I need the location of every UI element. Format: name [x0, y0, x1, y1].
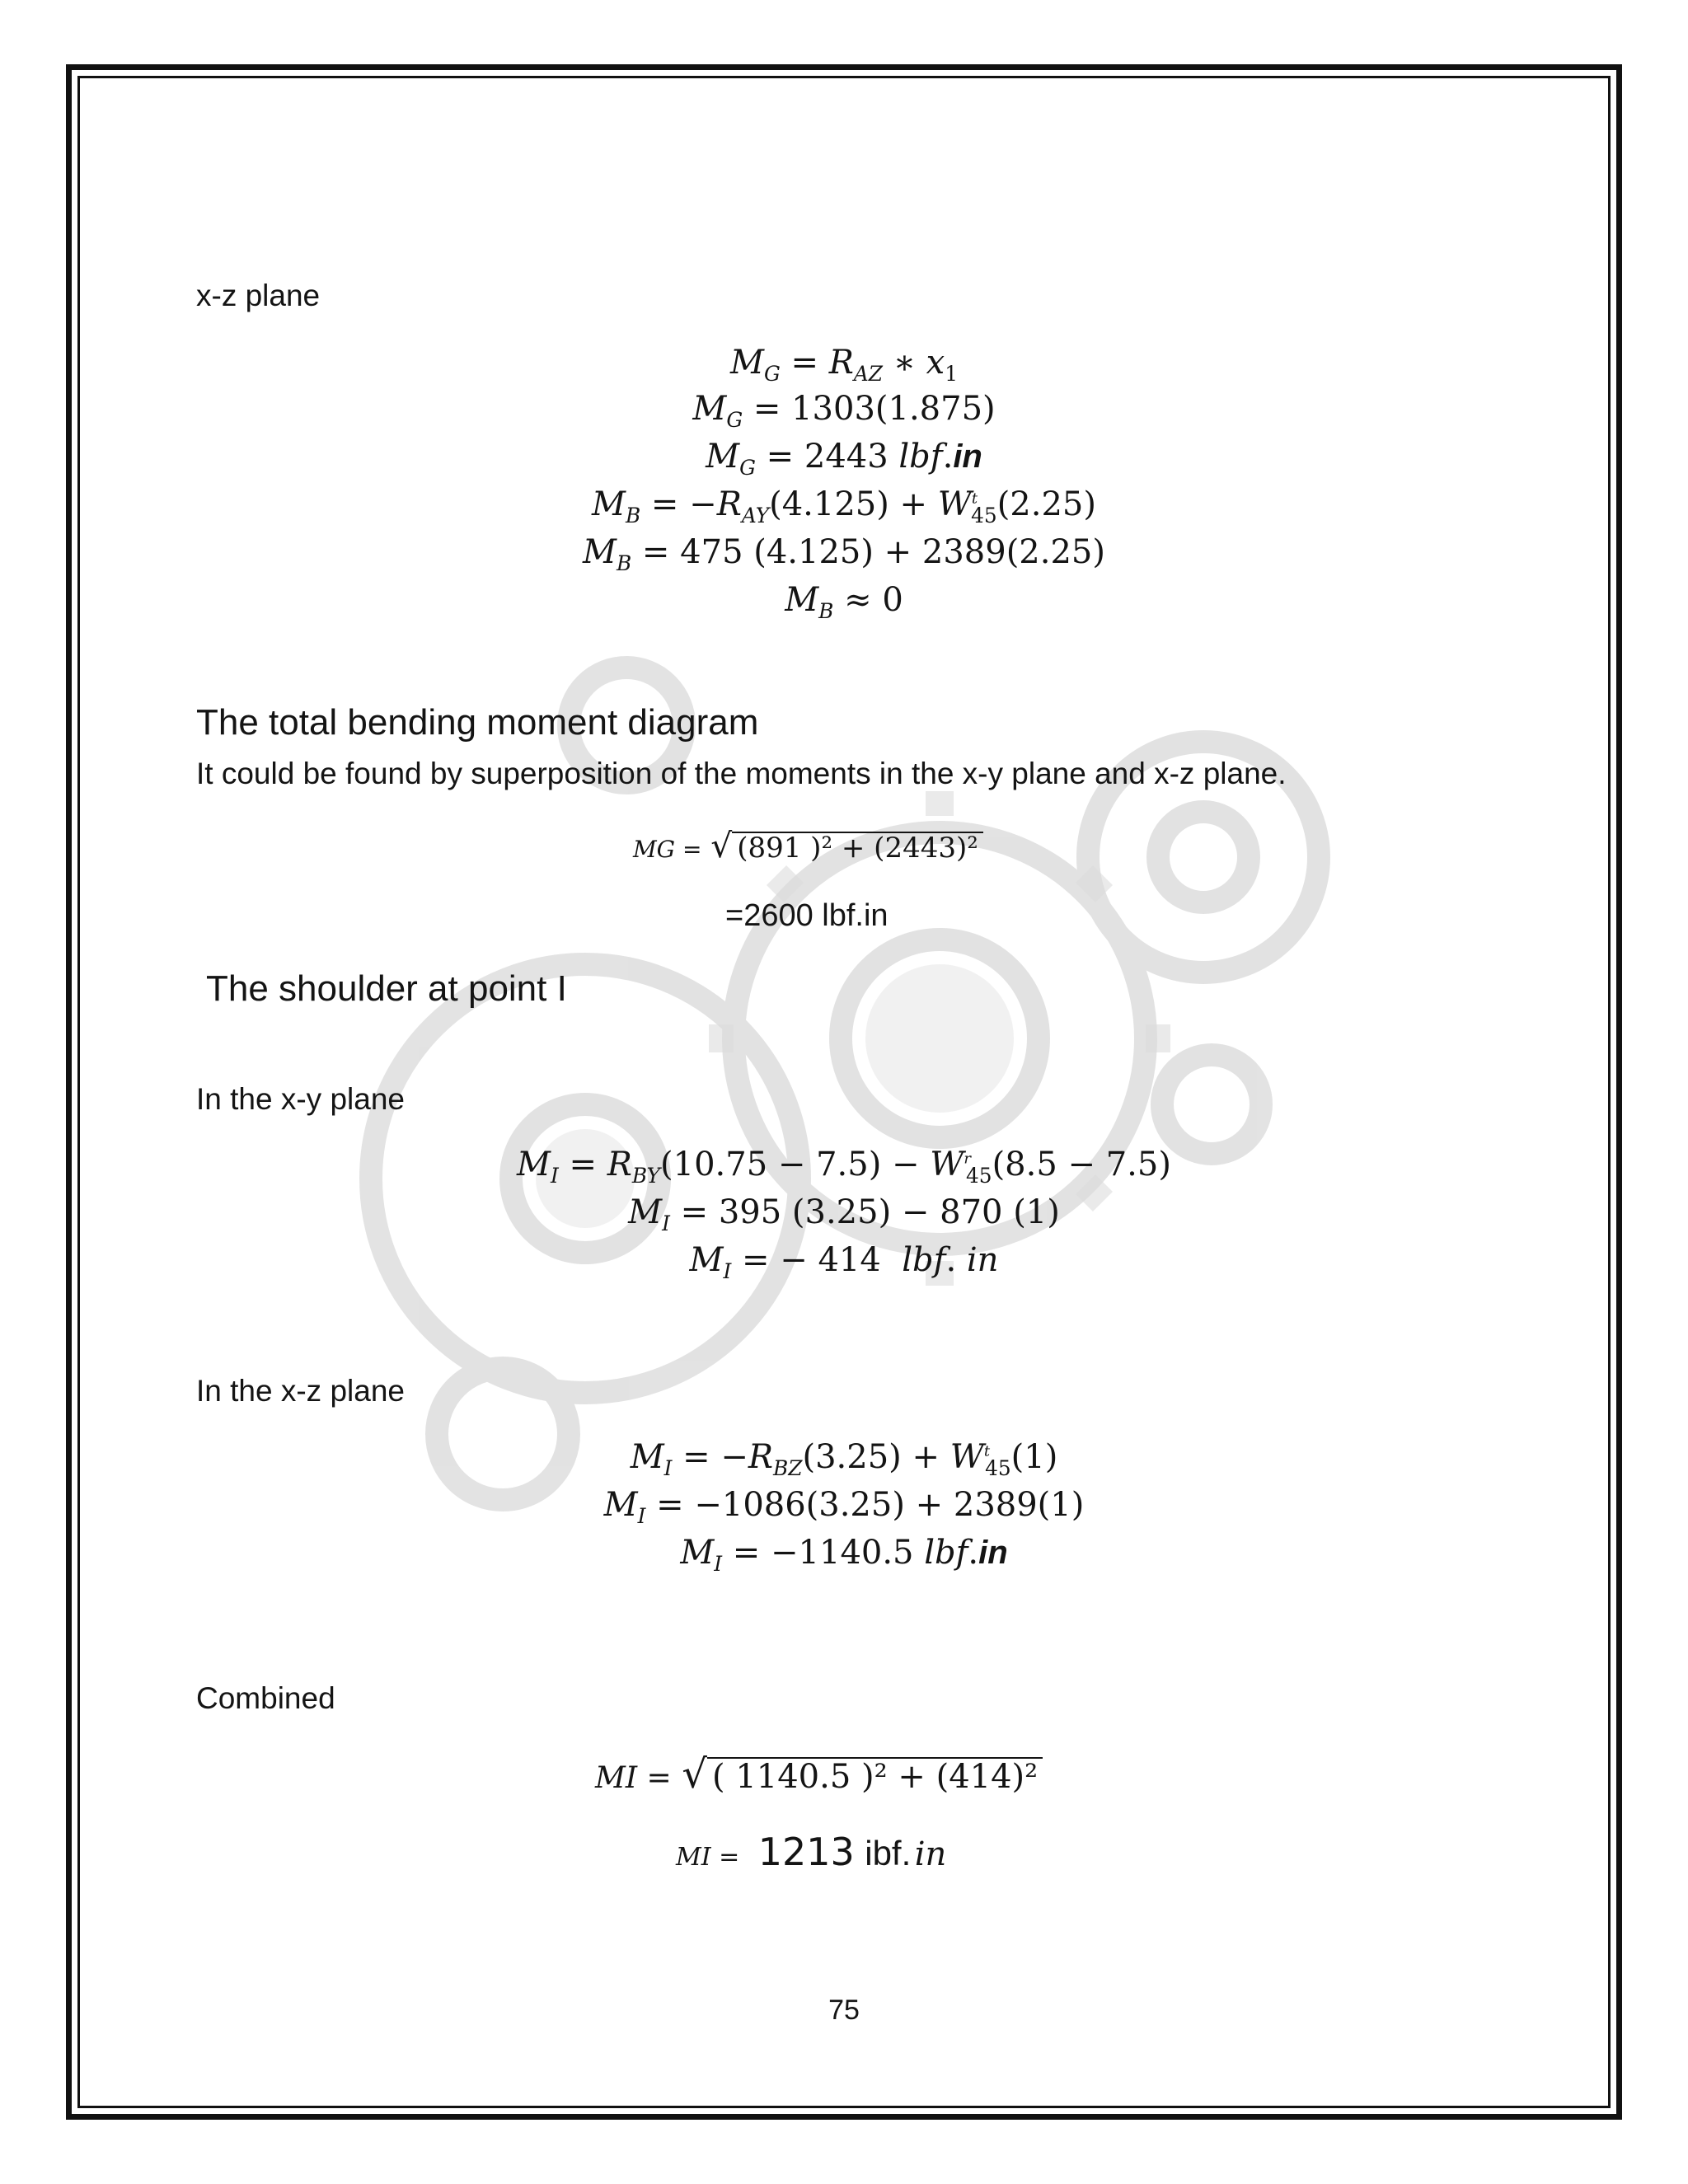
equation-mi-xz-result: $M_I = -1140.5$ lbf.in: [680, 1534, 1008, 1576]
mi-total-result: [676, 1830, 946, 1874]
equation-mi-total: [595, 1751, 1043, 1797]
xy-plane-label: In the x-y plane: [196, 1082, 405, 1116]
equation-mb-definition: $M_B = -R_{AY}(4.125) + W^t_{45}(2.25)$: [592, 485, 1096, 527]
mi-total-radicand: ( 1140.5 )² + (414)²: [707, 1757, 1043, 1795]
equation-mi-xz-definition: $M_I = -R_{BZ}(3.25) + W^t_{45}(1)$: [630, 1438, 1058, 1480]
equation-mi-xy-result: $M_I$ = − 414 lbf. in: [689, 1241, 999, 1283]
equation-mi-xy-substitution: $M_I = 395$ (3.25) − 870 (1): [628, 1193, 1060, 1235]
shoulder-heading: The shoulder at point I: [206, 968, 567, 1009]
equation-mg-total: [633, 826, 983, 865]
combined-label: Combined: [196, 1681, 335, 1715]
mg-total-radicand: (891 )² + (2443)²: [732, 832, 983, 864]
mg-total-result: =2600 lbf.in: [725, 898, 889, 933]
equation-mg-definition: $M_G = R_{AZ}$ ∗ $x_1$: [730, 344, 958, 386]
mi-result-unit2: in: [914, 1835, 947, 1873]
mi-result-value: 1213: [757, 1830, 855, 1874]
total-bending-heading: The total bending moment diagram: [196, 702, 759, 743]
equation-mi-xz-substitution: $M_I = -1086(3.25) + 2389(1)$: [603, 1486, 1085, 1528]
mi-result-unit: ibf.: [865, 1834, 912, 1872]
equation-mg-substitution: $M_G = 1303(1.875)$: [692, 390, 996, 432]
equation-mb-result: $M_B \approx 0$: [785, 581, 903, 623]
sqrt-icon: √: [710, 826, 733, 865]
page-number: 75: [828, 1994, 860, 2026]
total-bending-description: It could be found by superposition of the moments in the x-y plane and x-z plane.: [196, 757, 1287, 790]
mi-result-lhs: MI =: [676, 1843, 740, 1872]
sqrt-icon-2: √: [682, 1751, 708, 1797]
equation-mg-result: $M_G = 2443$ lbf.in: [706, 438, 982, 480]
equation-mi-xy-definition: $M_I = R_{BY}(10.75 - 7.5) - W^r_{45}(8.5 - 7.5)$: [517, 1146, 1171, 1188]
mg-total-lhs: MG =: [633, 836, 702, 863]
xz-plane-label-2: In the x-z plane: [196, 1374, 405, 1408]
equation-mb-substitution: $M_B = 475$ (4.125) + 2389(2.25): [583, 533, 1105, 575]
xz-plane-label: x-z plane: [196, 279, 321, 312]
mi-total-lhs: MI =: [595, 1761, 672, 1795]
